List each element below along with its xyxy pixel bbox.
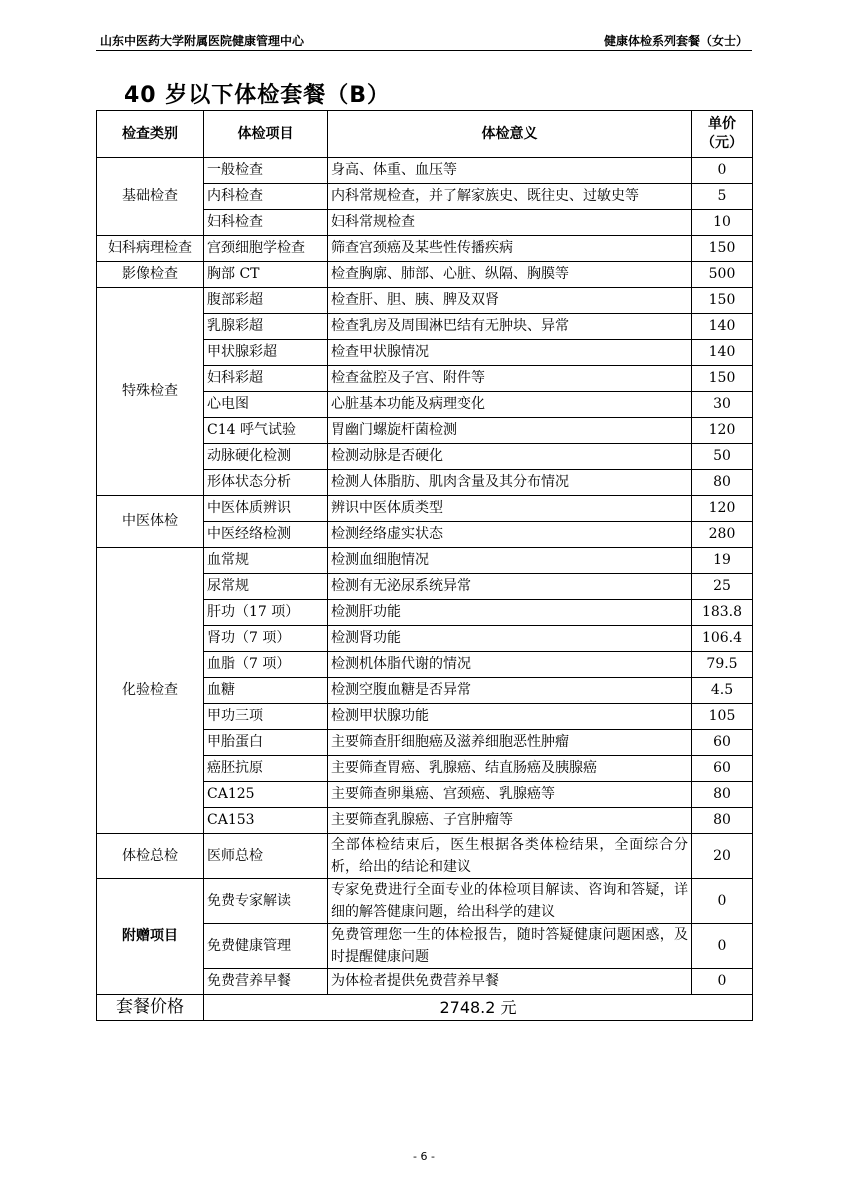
gift-item-cell: 免费专家解读 <box>204 879 328 924</box>
item-cell: 甲功三项 <box>204 704 328 730</box>
item-cell: 乳腺彩超 <box>204 314 328 340</box>
meaning-cell: 全部体检结束后，医生根据各类体检结果，全面综合分析，给出的结论和建议 <box>328 834 692 879</box>
meaning-cell: 妇科常规检查 <box>328 210 692 236</box>
item-cell: 中医体质辨识 <box>204 496 328 522</box>
price-cell: 140 <box>692 340 753 366</box>
category-cell: 化验检查 <box>97 548 204 834</box>
price-cell: 140 <box>692 314 753 340</box>
item-cell: 形体状态分析 <box>204 470 328 496</box>
meaning-cell: 心脏基本功能及病理变化 <box>328 392 692 418</box>
meaning-cell: 检测肾功能 <box>328 626 692 652</box>
meaning-cell: 检测人体脂肪、肌肉含量及其分布情况 <box>328 470 692 496</box>
meaning-cell: 检查胸廓、肺部、心脏、纵隔、胸膜等 <box>328 262 692 288</box>
col-item-header: 体检项目 <box>204 111 328 158</box>
meaning-cell: 检测空腹血糖是否异常 <box>328 678 692 704</box>
price-cell: 60 <box>692 756 753 782</box>
category-cell: 体检总检 <box>97 834 204 879</box>
item-cell: 血糖 <box>204 678 328 704</box>
table-row <box>97 288 753 314</box>
price-cell: 20 <box>692 834 753 879</box>
meaning-cell: 主要筛查胃癌、乳腺癌、结直肠癌及胰腺癌 <box>328 756 692 782</box>
meaning-cell: 检查乳房及周围淋巴结有无肿块、异常 <box>328 314 692 340</box>
meaning-cell: 主要筛查肝细胞癌及滋养细胞恶性肿瘤 <box>328 730 692 756</box>
item-cell: 内科检查 <box>204 184 328 210</box>
item-cell: 血常规 <box>204 548 328 574</box>
price-cell: 150 <box>692 236 753 262</box>
item-cell: 血脂（7 项） <box>204 652 328 678</box>
item-cell: 心电图 <box>204 392 328 418</box>
page-number: - 6 - <box>413 1150 435 1163</box>
price-cell: 0 <box>692 158 753 184</box>
total-price-value: 2748.2 元 <box>204 995 753 1021</box>
item-cell: 肝功（17 项） <box>204 600 328 626</box>
table-row <box>97 262 753 288</box>
price-cell: 79.5 <box>692 652 753 678</box>
header-series-name: 健康体检系列套餐（女士） <box>603 34 748 48</box>
price-cell: 500 <box>692 262 753 288</box>
price-cell: 120 <box>692 418 753 444</box>
table-row <box>97 834 753 879</box>
category-cell: 中医体检 <box>97 496 204 548</box>
meaning-cell: 主要筛查卵巢癌、宫颈癌、乳腺癌等 <box>328 782 692 808</box>
header-hospital-name: 山东中医药大学附属医院健康管理中心 <box>100 34 305 48</box>
table-row <box>97 158 753 184</box>
price-header-line2: （元） <box>701 135 743 151</box>
price-cell: 10 <box>692 210 753 236</box>
page-header <box>96 30 752 51</box>
gift-price-cell: 0 <box>692 969 753 995</box>
gift-category-cell: 附赠项目 <box>97 879 204 995</box>
item-cell: 一般检查 <box>204 158 328 184</box>
gift-price-cell: 0 <box>692 879 753 924</box>
price-cell: 30 <box>692 392 753 418</box>
meaning-cell: 检查甲状腺情况 <box>328 340 692 366</box>
item-cell: CA125 <box>204 782 328 808</box>
meaning-cell: 检查肝、胆、胰、脾及双肾 <box>328 288 692 314</box>
price-cell: 120 <box>692 496 753 522</box>
item-cell: 中医经络检测 <box>204 522 328 548</box>
item-cell: 癌胚抗原 <box>204 756 328 782</box>
meaning-cell: 检测甲状腺功能 <box>328 704 692 730</box>
gift-meaning-cell: 免费管理您一生的体检报告，随时答疑健康问题困惑，及时提醒健康问题 <box>328 924 692 969</box>
price-cell: 19 <box>692 548 753 574</box>
meaning-cell: 筛查宫颈癌及某些性传播疾病 <box>328 236 692 262</box>
price-cell: 25 <box>692 574 753 600</box>
price-cell: 150 <box>692 288 753 314</box>
item-cell: 腹部彩超 <box>204 288 328 314</box>
item-cell: 甲状腺彩超 <box>204 340 328 366</box>
price-cell: 183.8 <box>692 600 753 626</box>
category-cell: 基础检查 <box>97 158 204 236</box>
gift-item-cell: 免费营养早餐 <box>204 969 328 995</box>
package-table <box>96 110 753 1021</box>
item-cell: 尿常规 <box>204 574 328 600</box>
meaning-cell: 身高、体重、血压等 <box>328 158 692 184</box>
item-cell: 宫颈细胞学检查 <box>204 236 328 262</box>
total-label-cell: 套餐价格 <box>97 995 204 1021</box>
item-cell: CA153 <box>204 808 328 834</box>
table-body <box>97 158 753 1021</box>
meaning-cell: 检测血细胞情况 <box>328 548 692 574</box>
price-cell: 80 <box>692 808 753 834</box>
price-header-line1: 单价 <box>708 116 736 132</box>
col-meaning-header: 体检意义 <box>328 111 692 158</box>
gift-price-cell: 0 <box>692 924 753 969</box>
meaning-cell: 检测肝功能 <box>328 600 692 626</box>
meaning-cell: 胃幽门螺旋杆菌检测 <box>328 418 692 444</box>
gift-meaning-cell: 为体检者提供免费营养早餐 <box>328 969 692 995</box>
gift-row <box>97 879 753 924</box>
category-cell: 影像检查 <box>97 262 204 288</box>
price-cell: 5 <box>692 184 753 210</box>
meaning-cell: 检测动脉是否硬化 <box>328 444 692 470</box>
table-row <box>97 236 753 262</box>
table-header-row <box>97 111 753 158</box>
item-cell: 妇科彩超 <box>204 366 328 392</box>
page-title: 40 岁以下体检套餐（B） <box>124 83 391 108</box>
price-cell: 106.4 <box>692 626 753 652</box>
category-cell: 妇科病理检查 <box>97 236 204 262</box>
meaning-cell: 辨识中医体质类型 <box>328 496 692 522</box>
meaning-cell: 内科常规检查，并了解家族史、既往史、过敏史等 <box>328 184 692 210</box>
total-row <box>97 995 753 1021</box>
price-cell: 80 <box>692 782 753 808</box>
category-cell: 特殊检查 <box>97 288 204 496</box>
gift-item-cell: 免费健康管理 <box>204 924 328 969</box>
col-category-header: 检查类别 <box>97 111 204 158</box>
item-cell: C14 呼气试验 <box>204 418 328 444</box>
price-cell: 50 <box>692 444 753 470</box>
item-cell: 甲胎蛋白 <box>204 730 328 756</box>
item-cell: 妇科检查 <box>204 210 328 236</box>
item-cell: 肾功（7 项） <box>204 626 328 652</box>
meaning-cell: 检测有无泌尿系统异常 <box>328 574 692 600</box>
meaning-cell: 检测机体脂代谢的情况 <box>328 652 692 678</box>
table-row <box>97 548 753 574</box>
meaning-cell: 主要筛查乳腺癌、子宫肿瘤等 <box>328 808 692 834</box>
meaning-cell: 检查盆腔及子宫、附件等 <box>328 366 692 392</box>
price-cell: 105 <box>692 704 753 730</box>
price-cell: 280 <box>692 522 753 548</box>
item-cell: 胸部 CT <box>204 262 328 288</box>
item-cell: 动脉硬化检测 <box>204 444 328 470</box>
price-cell: 4.5 <box>692 678 753 704</box>
price-cell: 150 <box>692 366 753 392</box>
meaning-cell: 检测经络虚实状态 <box>328 522 692 548</box>
price-cell: 80 <box>692 470 753 496</box>
table-row <box>97 496 753 522</box>
gift-meaning-cell: 专家免费进行全面专业的体检项目解读、咨询和答疑，详细的解答健康问题，给出科学的建议 <box>328 879 692 924</box>
item-cell: 医师总检 <box>204 834 328 879</box>
col-price-header <box>692 111 753 158</box>
price-cell: 60 <box>692 730 753 756</box>
